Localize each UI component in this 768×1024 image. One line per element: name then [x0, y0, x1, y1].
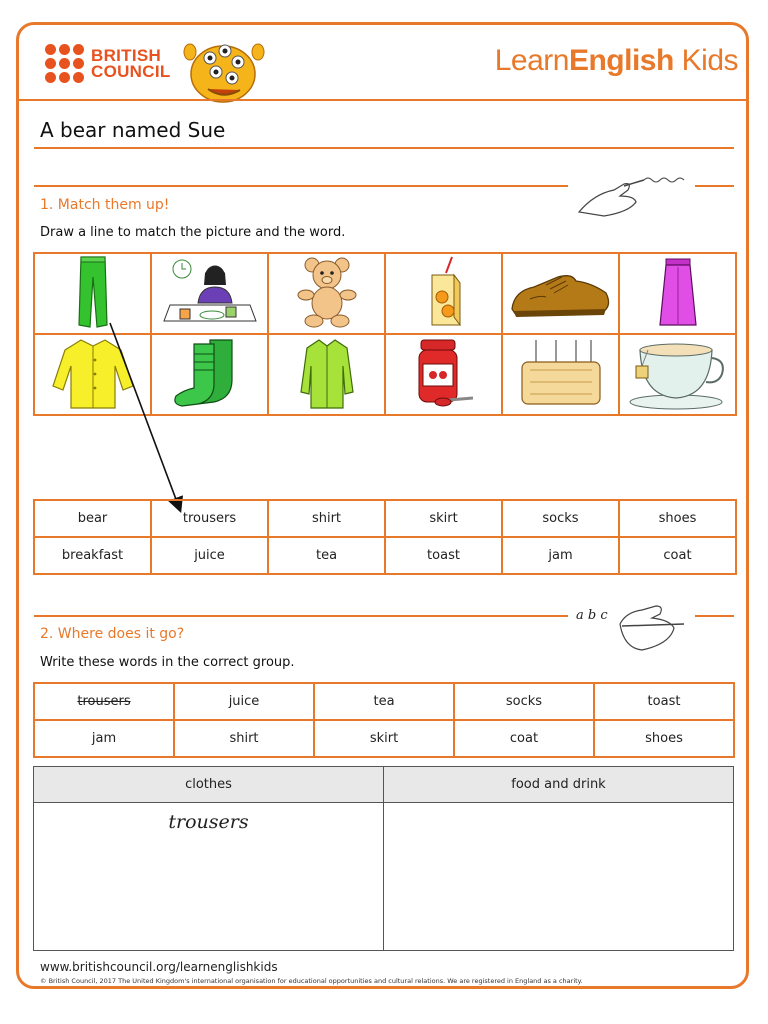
match-word-grid — [33, 499, 737, 575]
teddy-bear-icon — [292, 255, 362, 329]
shirt-icon — [51, 336, 135, 410]
section1-instruction: Draw a line to match the picture and the word. — [40, 225, 346, 240]
word-cell[interactable]: bear — [34, 500, 151, 537]
footer-copyright: © British Council, 2017 The United Kingdom's international organisation for educational opportunities and cultural relations. We are registered in England as a charity. — [40, 977, 583, 985]
food-and-drink-header: food and drink — [384, 767, 734, 803]
section1-heading: 1. Match them up! — [40, 197, 170, 213]
shoes-picture[interactable] — [502, 253, 619, 334]
category-table — [33, 766, 734, 951]
word-cell[interactable]: juice — [174, 683, 314, 720]
section1-divider-left — [34, 185, 568, 187]
monster-mascot-icon — [178, 34, 268, 106]
header-divider — [19, 99, 746, 101]
word-cell[interactable]: juice — [151, 537, 268, 574]
footer-url[interactable]: www.britishcouncil.org/learnenglishkids — [40, 960, 278, 974]
socks-icon — [170, 336, 250, 410]
word-cell[interactable]: tea — [314, 683, 454, 720]
word-cell[interactable]: shirt — [268, 500, 385, 537]
section2-divider-left — [34, 615, 568, 617]
title-divider — [34, 147, 734, 149]
socks-picture[interactable] — [151, 334, 268, 415]
bear-picture[interactable] — [268, 253, 385, 334]
food-and-drink-answer-area[interactable] — [384, 803, 734, 951]
word-bank-grid — [33, 682, 735, 758]
section2-heading: 2. Where does it go? — [40, 626, 185, 642]
worksheet-title: A bear named Sue — [40, 118, 226, 142]
toast-icon — [516, 336, 606, 410]
word-cell[interactable]: shoes — [594, 720, 734, 757]
juice-box-icon — [414, 255, 474, 329]
word-cell[interactable]: toast — [385, 537, 502, 574]
british-council-logo — [45, 44, 171, 83]
skirt-picture[interactable] — [619, 253, 736, 334]
tea-cup-icon — [628, 336, 728, 410]
logo-line-2: COUNCIL — [91, 61, 171, 81]
word-cell[interactable]: breakfast — [34, 537, 151, 574]
trousers-picture[interactable] — [34, 253, 151, 334]
shirt-picture[interactable] — [34, 334, 151, 415]
word-cell[interactable]: trousers — [151, 500, 268, 537]
word-cell[interactable]: jam — [502, 537, 619, 574]
jam-jar-icon — [409, 336, 479, 410]
logo-dots-icon — [45, 44, 84, 83]
word-cell[interactable]: skirt — [385, 500, 502, 537]
breakfast-icon — [160, 255, 260, 329]
toast-picture[interactable] — [502, 334, 619, 415]
shoes-icon — [506, 255, 616, 329]
word-cell[interactable]: coat — [454, 720, 594, 757]
word-cell[interactable]: toast — [594, 683, 734, 720]
word-cell[interactable]: socks — [502, 500, 619, 537]
picture-grid — [33, 252, 737, 416]
word-cell[interactable]: socks — [454, 683, 594, 720]
coat-icon — [297, 336, 357, 410]
trousers-icon — [63, 255, 123, 329]
word-cell[interactable]: tea — [268, 537, 385, 574]
learnenglish-kids-logo: LearnEnglish Kids — [494, 44, 738, 77]
tea-picture[interactable] — [619, 334, 736, 415]
word-cell[interactable]: jam — [34, 720, 174, 757]
clothes-answer-area[interactable] — [34, 803, 384, 951]
coat-picture[interactable] — [268, 334, 385, 415]
word-cell[interactable]: shirt — [174, 720, 314, 757]
section1-divider-right — [695, 185, 734, 187]
word-cell[interactable]: shoes — [619, 500, 736, 537]
skirt-icon — [648, 255, 708, 329]
logo-line-1: BRITISH — [91, 45, 162, 65]
breakfast-picture[interactable] — [151, 253, 268, 334]
drawing-hand-icon — [574, 172, 694, 220]
clothes-answer-text: trousers — [168, 811, 249, 833]
word-cell-used[interactable]: trousers — [34, 683, 174, 720]
jam-picture[interactable] — [385, 334, 502, 415]
writing-hand-icon — [612, 600, 692, 658]
section2-divider-right — [695, 615, 734, 617]
abc-letters: a b c — [576, 608, 608, 623]
word-cell[interactable]: coat — [619, 537, 736, 574]
clothes-header: clothes — [34, 767, 384, 803]
word-cell[interactable]: skirt — [314, 720, 454, 757]
section2-instruction: Write these words in the correct group. — [40, 655, 295, 670]
juice-picture[interactable] — [385, 253, 502, 334]
